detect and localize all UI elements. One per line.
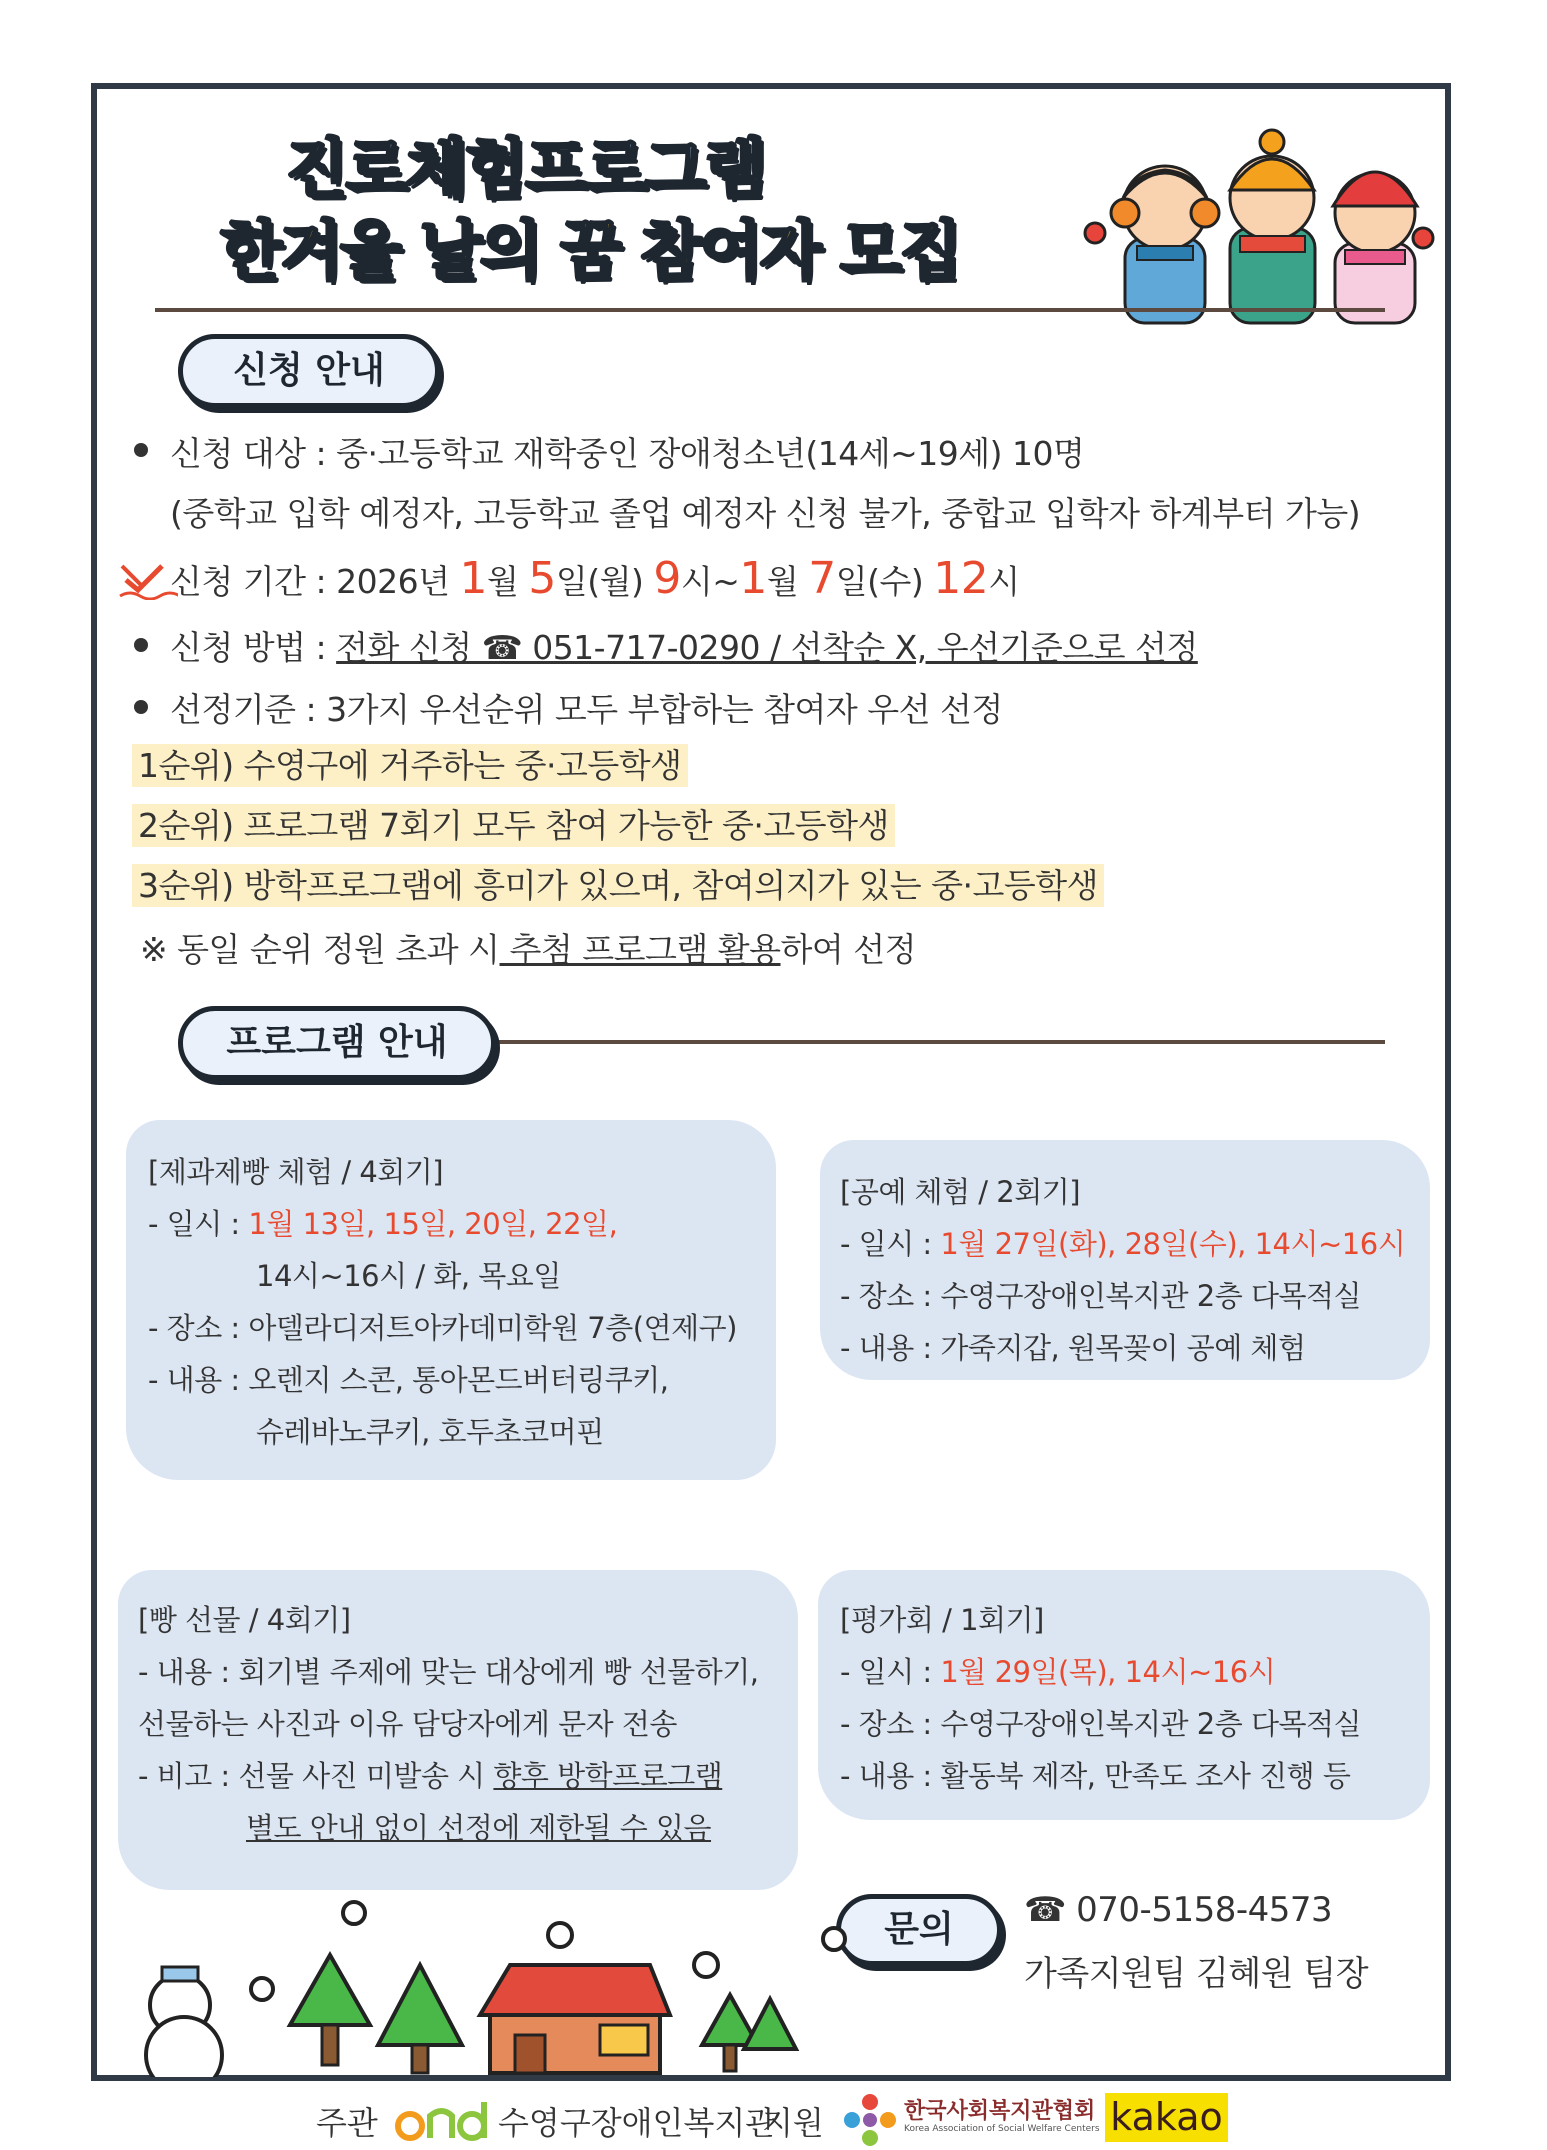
card-review [818,1570,1430,1820]
baking-date: - 일시 : 1월 13일, 15일, 20일, 22일, [148,1207,618,1241]
apply-target-note: (중학교 입학 예정자, 고등학교 졸업 예정자 신청 불가, 중합교 입학자 하계부터 가능) [170,494,1361,533]
title-line2: 한겨울 날의 꿈 참여자 모집 [220,215,960,289]
apply-criteria: 선정기준 : 3가지 우선순위 모두 부합하는 참여자 우선 선정 [170,690,1003,729]
contact-person: 가족지원팀 김혜원 팀장 [1024,1954,1369,1994]
craft-date: - 일시 : 1월 27일(화), 28일(수), 14시~16시 [840,1227,1406,1261]
bullet [134,700,148,714]
period-label: 신청 기간 [170,562,306,601]
apply-method: 신청 방법 : 전화 신청 ☎ 051-717-0290 / 선착순 X, 우선기준으로 선정 [170,628,1198,667]
craft-title: [공예 체험 / 2회기] [840,1175,1081,1209]
gift-content1: - 내용 : 회기별 주제에 맞는 대상에게 빵 선물하기, [138,1655,759,1689]
baking-content2: 슈레바노쿠키, 호두초코머핀 [256,1415,604,1449]
footer-host-label: 주관 [316,2104,378,2142]
program-divider [480,1040,1385,1044]
apply-heading: 신청 안내 [178,334,440,408]
program-heading: 프로그램 안내 [178,1006,496,1080]
footer-host-name: 수영구장애인복지관 [498,2104,777,2142]
contact-heading: 문의 [836,1894,1002,1966]
gift-content2: 선물하는 사진과 이유 담당자에게 문자 전송 [138,1707,677,1741]
children-illustration [1055,128,1435,328]
host-logo-icon [394,2098,490,2142]
support-logo-icon [842,2092,898,2148]
baking-content1: - 내용 : 오렌지 스콘, 통아몬드버터링쿠키, [148,1363,669,1397]
craft-place: - 장소 : 수영구장애인복지관 2층 다목적실 [840,1279,1362,1313]
apply-target: 신청 대상 : 중·고등학교 재학중인 장애청소년(14세~19세) 10명 [170,434,1085,473]
review-title: [평가회 / 1회기] [840,1603,1044,1637]
review-date: - 일시 : 1월 29일(목), 14시~16시 [840,1655,1276,1689]
contact-phone: ☎ 070-5158-4573 [1024,1890,1333,1930]
card-craft [820,1140,1430,1380]
priority-2: 2순위) 프로그램 7회기 모두 참여 가능한 중·고등학생 [132,800,895,847]
card-baking [126,1120,776,1480]
apply-method-phone: 전화 신청 ☎ 051-717-0290 / 선착순 X, 우선기준으로 선정 [336,628,1198,667]
card-gift [118,1570,798,1890]
bullet [134,443,148,457]
title-divider [155,308,1385,312]
title-line1: 진로체험프로그램 [285,133,765,207]
winter-scene-illustration [130,1895,890,2077]
gift-remark-2: 별도 안내 없이 선정에 제한될 수 있음 [246,1811,712,1845]
priority-3: 3순위) 방학프로그램에 흥미가 있으며, 참여의지가 있는 중·고등학생 [132,860,1104,907]
footer-support-name-en: Korea Association of Social Welfare Centers [904,2124,1100,2134]
bullet [134,638,148,652]
gift-title: [빵 선물 / 4회기] [138,1603,351,1637]
apply-period: 신청 기간 : 2026년 1월 5일(월) 9시~1월 7일(수) 12시 [170,553,1020,604]
baking-time: 14시~16시 / 화, 목요일 [256,1259,561,1293]
review-place: - 장소 : 수영구장애인복지관 2층 다목적실 [840,1707,1362,1741]
footer-support-label: 지원 [762,2104,824,2142]
review-content: - 내용 : 활동북 제작, 만족도 조사 진행 등 [840,1759,1351,1793]
footer-support-name: 한국사회복지관협회 [904,2099,1096,2124]
baking-place: - 장소 : 아델라디저트아카데미학원 7층(연제구) [148,1311,737,1345]
kakao-logo: kakao [1105,2093,1228,2142]
apply-note: ※ 동일 순위 정원 초과 시 추첨 프로그램 활용하여 선정 [140,930,917,969]
check-mark-icon [118,560,178,600]
gift-remark: - 비고 : 선물 사진 미발송 시 향후 방학프로그램 [138,1759,723,1793]
baking-title: [제과제빵 체험 / 4회기] [148,1155,444,1189]
craft-content: - 내용 : 가죽지갑, 원목꽂이 공예 체험 [840,1331,1306,1365]
priority-1: 1순위) 수영구에 거주하는 중·고등학생 [132,740,688,787]
